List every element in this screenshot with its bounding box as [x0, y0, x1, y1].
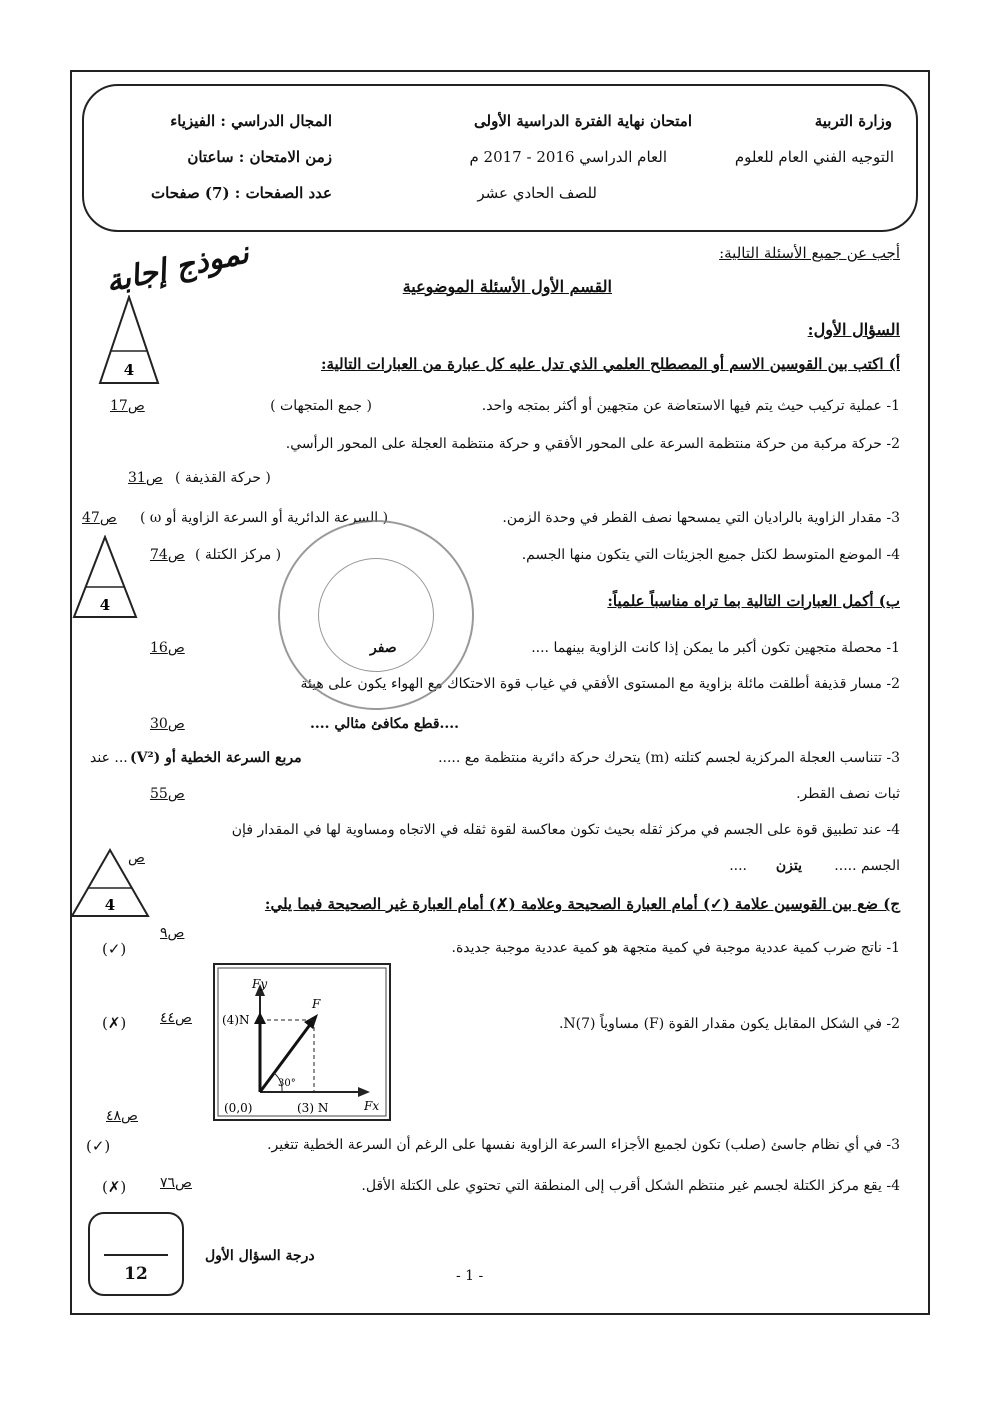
f-label: F: [312, 997, 321, 1011]
fy-arrow: [254, 1012, 266, 1024]
directorate: التوجيه الفني العام للعلوم: [734, 148, 894, 166]
part-a-page-3: ص47: [82, 510, 117, 526]
part-c-page-2: ص٤٤: [160, 1010, 192, 1026]
part-a-answer-1: ( جمع المتجهات ): [270, 398, 372, 414]
score-a-value: 4: [123, 361, 135, 379]
part-b-item-2: 2- مسار قذيفة أطلقت مائلة بزاوية مع المستوى الأفقي في غياب قوة الاحتكاك مع الهواء يكون على هيئة: [300, 676, 900, 692]
part-c-item-4: 4- يقع مركز الكتلة لجسم غير منتظم الشكل أقرب إلى المنطقة التي تحتوي على الكتلة الأقل.: [361, 1178, 900, 1194]
part-c-mark-3: (✓): [86, 1137, 111, 1155]
grade-level: للصف الحادي عشر: [477, 184, 597, 202]
page-number: - 1 -: [456, 1268, 484, 1284]
x-value-label: (3) N: [297, 1101, 329, 1115]
total-score-label: درجة السؤال الأول: [205, 1248, 315, 1264]
part-b-item-4: 4- عند تطبيق قوة على الجسم في مركز ثقله بحيث تكون معاكسة لقوة ثقله في الاتجاه ومساوية لها في المقدار فإن: [231, 822, 900, 838]
part-a-answer-4: ( مركز الكتلة ): [195, 547, 282, 563]
part-c-page-3: ص٤٨: [106, 1108, 138, 1124]
official-seal: [278, 520, 474, 710]
part-a-item-2: 2- حركة مركبة من حركة منتظمة السرعة على المحور الأفقي و حركة منتظمة العجلة على المحور الرأسي.: [285, 436, 900, 452]
part-b-page-2: ص30: [150, 716, 185, 732]
part-a-answer-3: ( السرعة الدائرية أو السرعة الزاوية أو ω ): [140, 510, 389, 526]
part-b-item-3-line2: ثبات نصف القطر.: [796, 786, 900, 802]
exam-title: امتحان نهاية الفترة الدراسية الأولى: [474, 112, 692, 130]
part-c-mark-2: (✗): [102, 1014, 127, 1032]
ministry: وزارة التربية: [814, 112, 892, 130]
part-b-item-4-end: ....: [729, 858, 747, 874]
part-b-answer-2: ....قطع مكافئ مثالي ....: [310, 716, 460, 732]
fx-label: Fx: [364, 1099, 380, 1113]
part-c-title: ج) ضع بين القوسين علامة (✓) أمام العبارة الصحيحة وعلامة (✗) أمام العبارة غير الصحيحة فيما يلي:: [264, 895, 900, 913]
part-b-page-3: ص55: [150, 786, 185, 802]
fy-label: Fy: [252, 977, 268, 991]
x-axis-arrow: [358, 1087, 370, 1097]
force-vector-figure: [212, 962, 392, 1122]
part-b-item-4-line2: الجسم .....: [834, 858, 900, 874]
part-a-title: أ) اكتب بين القوسين الاسم أو المصطلح العلمي الذي تدل عليه كل عبارة من العبارات التالية:: [320, 355, 900, 373]
part-b-answer-3: مربع السرعة الخطية أو (V²): [130, 750, 302, 766]
part-a-page-2: ص31: [128, 470, 163, 486]
part-b-answer-4: يتزن: [775, 858, 802, 874]
part-b-page-1: ص16: [150, 640, 185, 656]
part-a-item-1: 1- عملية تركيب حيث يتم فيها الاستعاضة عن متجهين أو أكثر بمتجه واحد.: [481, 398, 900, 414]
part-a-item-4: 4- الموضع المتوسط لكتل جميع الجزيئات التي يتكون منها الجسم.: [521, 547, 900, 563]
part-b-answer-1: صفر: [370, 640, 397, 656]
score-triangle-b: [72, 535, 138, 621]
question-1-title: السؤال الأول:: [807, 320, 900, 339]
part-c-mark-1: (✓): [102, 940, 127, 958]
exam-duration: زمن الامتحان : ساعتان: [187, 148, 332, 166]
section-title: القسم الأول الأسئلة الموضوعية: [402, 277, 612, 296]
part-b-page-4: ص: [128, 850, 145, 866]
part-b-item-3-end: ... عند: [90, 750, 128, 766]
score-triangle-c: [70, 848, 150, 920]
part-a-page-1: ص17: [110, 398, 145, 414]
resultant-arrow: [304, 1014, 318, 1029]
part-c-page-1: ص٩: [160, 925, 185, 941]
page-count: عدد الصفحات : (7) صفحات: [151, 184, 332, 202]
score-b-value: 4: [99, 596, 111, 614]
answer-model-stamp: نموذج إجابة: [102, 235, 252, 300]
part-c-page-4: ص٧٦: [160, 1175, 192, 1191]
total-score-box: [88, 1212, 184, 1296]
origin-label: (0,0): [224, 1101, 253, 1115]
part-a-item-3: 3- مقدار الزاوية بالراديان التي يمسحها نصف القطر في وحدة الزمن.: [502, 510, 900, 526]
score-c-value: 4: [104, 896, 116, 914]
part-a-page-4: ص74: [150, 547, 185, 563]
instructions: أجب عن جميع الأسئلة التالية:: [719, 244, 900, 262]
y-value-label: (4)N: [222, 1013, 250, 1027]
part-c-item-1: 1- ناتج ضرب كمية عددية موجبة في كمية متجهة هو كمية عددية موجبة جديدة.: [451, 940, 900, 956]
part-a-answer-2: ( حركة القذيفة ): [175, 470, 271, 486]
score-triangle-a: [98, 295, 160, 387]
angle-label: 30°: [278, 1078, 296, 1089]
part-c-item-3: 3- في أي نظام جاسئ (صلب) تكون لجميع الأجزاء السرعة الزاوية نفسها على الرغم أن السرعة الخطية تتغير.: [267, 1137, 900, 1153]
academic-year: العام الدراسي 2016 - 2017 م: [469, 148, 667, 166]
part-b-title: ب) أكمل العبارات التالية بما تراه مناسباً علمياً:: [607, 592, 900, 610]
total-score-value: 12: [124, 1264, 148, 1284]
subject: المجال الدراسي : الفيزياء: [170, 112, 332, 130]
part-b-item-1: 1- محصلة متجهين تكون أكبر ما يمكن إذا كانت الزاوية بينهما ....: [531, 640, 900, 656]
part-b-item-3: 3- تتناسب العجلة المركزية لجسم كتلته (m) يتحرك حركة دائرية منتظمة مع .....: [438, 750, 900, 766]
figure-frame: [214, 964, 390, 1120]
part-c-item-2: 2- في الشكل المقابل يكون مقدار القوة (F) مساوياً N(7).: [558, 1016, 900, 1032]
part-c-mark-4: (✗): [102, 1178, 127, 1196]
